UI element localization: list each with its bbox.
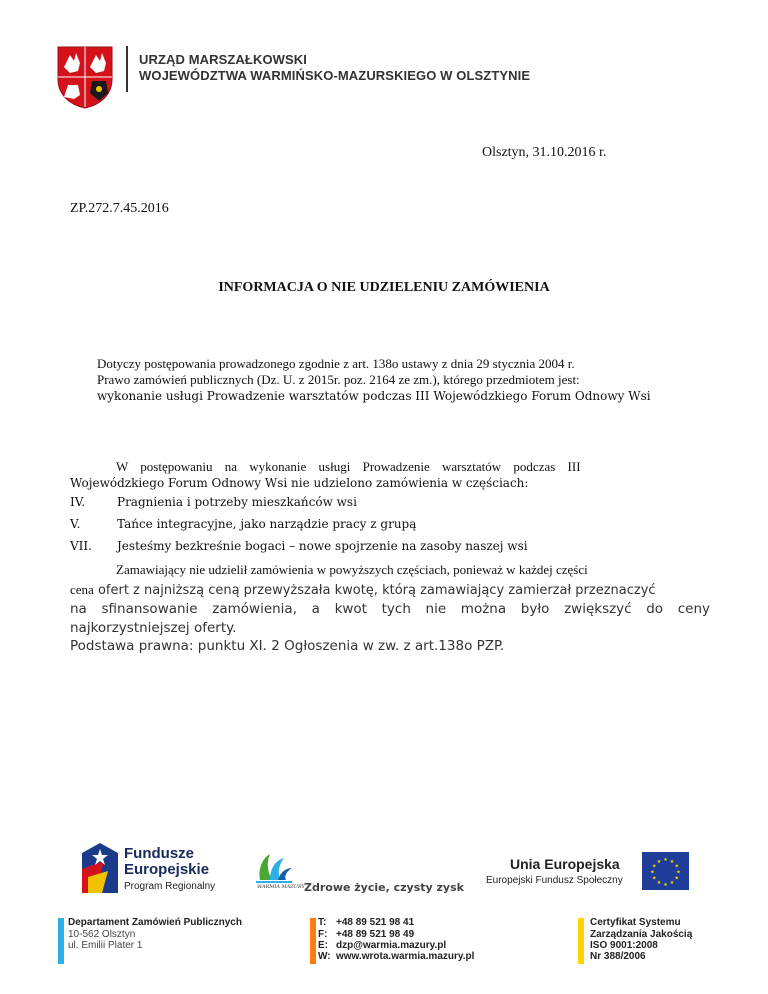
list-item-text: Jesteśmy bezkreśnie bogaci – nowe spojrzenie na zasoby naszej wsi xyxy=(117,539,528,553)
footer-street: ul. Emilii Plater 1 xyxy=(68,940,143,951)
subject-line-1: Dotyczy postępowania prowadzonego zgodnie z art. 138o ustawy z dnia 29 stycznia 2004 r. xyxy=(97,356,575,371)
list-item xyxy=(70,495,357,509)
paragraph-intro-line1: W postępowaniu na wykonanie usługi Prowadzenie warsztatów podczas III xyxy=(116,459,581,474)
footer-postal: 10-562 Olsztyn xyxy=(68,929,136,940)
document-date: Olsztyn, 31.10.2016 r. xyxy=(482,145,607,160)
contact-value: www.wrota.warmia.mazury.pl xyxy=(336,951,475,962)
footer-accent-bar xyxy=(310,918,316,964)
svg-text:★: ★ xyxy=(650,869,655,876)
coat-of-arms-icon xyxy=(56,45,114,109)
contact-key: E: xyxy=(318,940,328,951)
footer-cert-line2: Zarządzania Jakością xyxy=(590,929,693,940)
footer-accent-bar xyxy=(58,918,64,964)
svg-text:★: ★ xyxy=(663,882,668,888)
svg-text:★: ★ xyxy=(651,875,657,882)
svg-text:★: ★ xyxy=(669,858,675,865)
svg-text:★: ★ xyxy=(676,869,681,876)
warmia-mazury-text: WARMIA MAZURY xyxy=(257,884,305,890)
svg-text:★: ★ xyxy=(674,863,680,870)
paragraph-intro-line2: Wojewódzkiego Forum Odnowy Wsi nie udzielono zamówienia w częściach: xyxy=(70,476,529,490)
header-divider xyxy=(126,46,128,92)
svg-text:★: ★ xyxy=(669,880,675,887)
footer-cert-line3: ISO 9001:2008 xyxy=(590,940,658,951)
footer-cert-line4: Nr 388/2006 xyxy=(590,951,646,962)
paragraph-reason-line4: najkorzystniejszej oferty. xyxy=(70,620,237,636)
contact-key: T: xyxy=(318,917,327,928)
footer-phone xyxy=(318,917,414,928)
svg-text:★: ★ xyxy=(656,880,662,887)
paragraph-reason-line3: na sfinansowanie zamówienia, a kwot tych nie można było zwiększyć do ceny xyxy=(70,601,710,617)
fundusze-title-line1: Fundusze xyxy=(124,845,194,862)
footer-department: Departament Zamówień Publicznych xyxy=(68,917,242,928)
footer-email xyxy=(318,940,446,951)
paragraph-intro xyxy=(70,458,710,475)
subject-line-3: wykonanie usługi Prowadzenie warsztatów podczas III Wojewódzkiego Forum Odnowy Wsi xyxy=(97,389,651,403)
contact-value: +48 89 521 98 49 xyxy=(336,929,415,940)
legal-basis: Podstawa prawna: punktu XI. 2 Ogłoszenia w zw. z art.138o PZP. xyxy=(70,638,505,654)
reason-start: cena xyxy=(70,582,94,597)
subject-line-2: Prawo zamówień publicznych (Dz. U. z 2015r. poz. 2164 ze zm.), którego przedmiotem jest: xyxy=(97,372,580,387)
document-reference: ZP.272.7.45.2016 xyxy=(70,201,169,216)
list-item-text: Tańce integracyjne, jako narządzie pracy z grupą xyxy=(117,517,417,531)
contact-value: +48 89 521 98 41 xyxy=(336,917,415,928)
reason-rest: ofert z najniższą ceną przewyższała kwotę, którą zamawiający zamierzał przeznaczyć xyxy=(93,583,656,598)
warmia-mazury-logo-icon xyxy=(252,850,294,886)
list-item-number: IV. xyxy=(70,495,86,509)
eu-flag-icon xyxy=(642,852,689,890)
footer-fax xyxy=(318,929,414,940)
contact-value: dzp@warmia.mazury.pl xyxy=(336,940,447,951)
fundusze-title-line2: Europejskie xyxy=(124,861,210,878)
list-item-number: VII. xyxy=(70,539,92,553)
svg-text:★: ★ xyxy=(656,858,662,865)
contact-key: W: xyxy=(318,951,331,962)
document-title: INFORMACJA O NIE UDZIELENIU ZAMÓWIENIA xyxy=(218,280,550,295)
list-item xyxy=(70,517,416,531)
svg-text:★: ★ xyxy=(674,875,680,882)
footer-website xyxy=(318,951,474,962)
fundusze-europejskie-logo-icon xyxy=(82,843,118,893)
paragraph-reason-line2 xyxy=(70,582,714,598)
list-item-number: V. xyxy=(70,517,81,531)
org-name-line2: WOJEWÓDZTWA WARMIŃSKO-MAZURSKIEGO W OLSZTYNIE xyxy=(139,68,531,83)
slogan: Zdrowe życie, czysty zysk xyxy=(304,881,464,894)
svg-text:★: ★ xyxy=(651,863,657,870)
list-item xyxy=(70,539,528,553)
list-item-text: Pragnienia i potrzeby mieszkańców wsi xyxy=(117,495,357,509)
footer-cert-line1: Certyfikat Systemu xyxy=(590,917,681,928)
paragraph-reason: Zamawiający nie udzielił zamówienia w powyższych częściach, ponieważ w każdej części xyxy=(116,562,588,577)
eu-title: Unia Europejska xyxy=(510,856,620,872)
fundusze-program: Program Regionalny xyxy=(124,881,216,892)
org-name-line1: URZĄD MARSZAŁKOWSKI xyxy=(139,52,307,67)
svg-text:★: ★ xyxy=(663,857,668,863)
contact-key: F: xyxy=(318,929,328,940)
footer-accent-bar xyxy=(578,918,584,964)
eu-fund: Europejski Fundusz Społeczny xyxy=(486,875,623,886)
